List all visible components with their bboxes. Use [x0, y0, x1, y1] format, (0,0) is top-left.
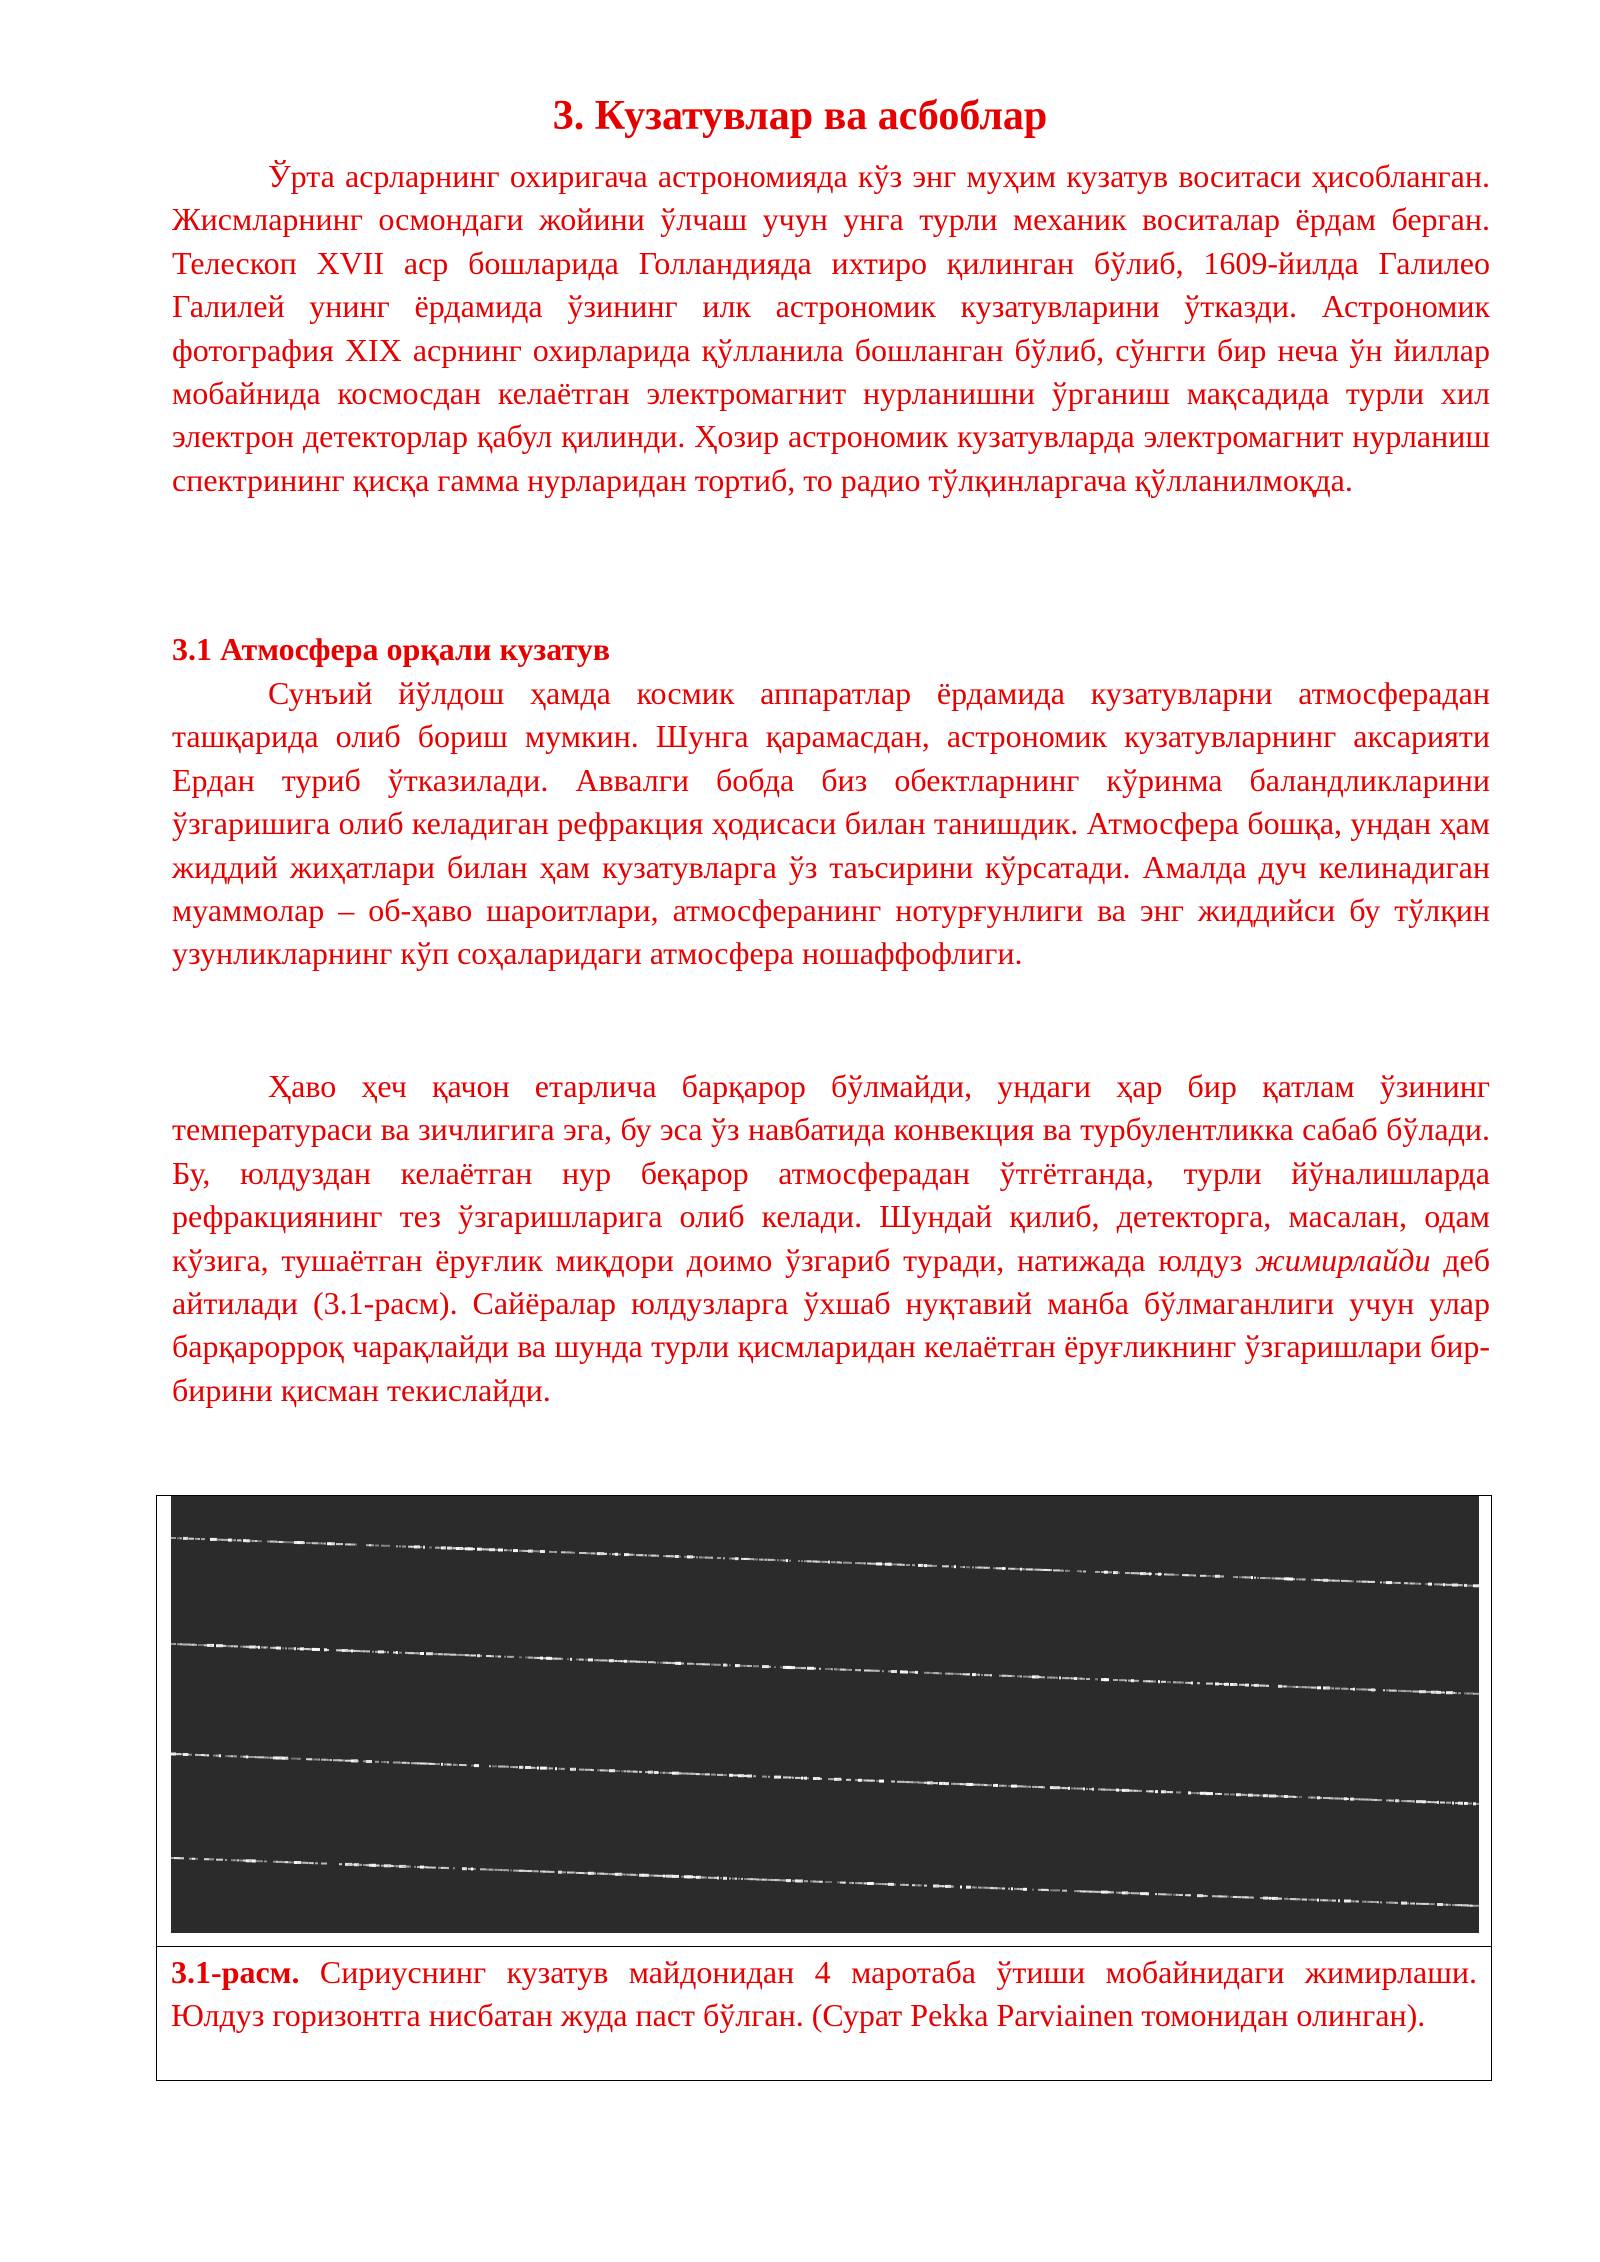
caption-label: 3.1-расм. [171, 1954, 300, 1990]
section-paragraph-1-text: Сунъий йўлдош ҳамда космик аппаратлар ёрдамида кузатувларни атмосферадан ташқарида олиб бориш мумкин. Шунга қарамасдан, астрономик кузатувларнинг аксарияти Ердан туриб ўтказилади. Аввалги бобда биз обектларнинг кўринма баландликларини ўзгаришига олиб келадиган рефракция ҳодисаси билан танишдик. Атмосфера бошқа, ундан ҳам жиддий жиҳатлари билан ҳам кузатувларга ўз таъсирини кўрсатади. Амалда дуч келинадиган муаммолар – об-ҳаво шароитлари, атмосферанинг нотурғунлиги ва энг жиддийси бу тўлқин узунликларнинг кўп соҳаларидаги атмосфера ношаффофлиги. [172, 675, 1490, 972]
figure-3-1 [156, 1495, 1492, 2081]
section-paragraph-2 [172, 1065, 1490, 1412]
intro-paragraph [172, 155, 1490, 502]
section-paragraph-1 [172, 672, 1490, 976]
star-trail-photo [171, 1496, 1479, 1933]
figure-caption [171, 1951, 1477, 2038]
italic-term: жимирлайди [1254, 1241, 1431, 1278]
caption-text: Сириуснинг кузатув майдонидан 4 маротаба ўтиши мобайнидаги жимирлаши. Юлдуз горизонтга нисбатан жуда паст бўлган. (Сурат Pekka Parviainen томонидан олинган). [171, 1954, 1477, 2034]
caption-divider [157, 1946, 1491, 1947]
star-trails-image [171, 1496, 1479, 1933]
section-paragraph-2-text: Ҳаво ҳеч қачон етарлича барқарор бўлмайди, ундаги ҳар бир қатлам ўзининг температураси ва зичлигига эга, бу эса ўз навбатида конвекция ва турбулентликка сабаб бўлади. Бу, юлдуздан келаётган нур беқарор атмосферадан ўтгётганда, турли йўналишларда рефракциянинг тез ўзгаришларига олиб келади. Шундай қилиб, детекторга, масалан, одам кўзига, тушаётган ёруғлик миқдори доимо ўзгариб туради, натижада юлдуз [172, 1068, 1490, 1278]
section-paragraph-2-text-end: деб айтилади (3.1-расм). Сайёралар юлдузларга ўхшаб нуқтавий манба бўлмаганлиги учун улар барқарорроқ чарақлайди ва шунда турли қисмларидан келаётган ёруғликнинг ўзгаришлари бир-бирини қисман текислайди. [172, 1241, 1491, 1408]
chapter-title: 3. Кузатувлар ва асбоблар [552, 93, 1048, 139]
intro-text: Ўрта асрларнинг охиригача астрономияда кўз энг муҳим кузатув воситаси ҳисобланган. Жисмларнинг осмондаги жойини ўлчаш учун унга турли механик воситалар ёрдам берган. Телескоп XVII аср бошларида Голландияда ихтиро қилинган бўлиб, 1609-йилда Галилео Галилей унинг ёрдамида ўзининг илк астрономик кузатувларини ўтказди. Астрономик фотография XIX асрнинг охирларида қўлланила бошланган бўлиб, сўнгги бир неча ўн йиллар мобайнида космосдан келаётган электромагнит нурланишни ўрганиш мақсадида турли хил электрон детекторлар қабул қилинди. Ҳозир астрономик кузатувларда электромагнит нурланиш спектрининг қисқа гамма нурларидан тортиб, то радио тўлқинларгача қўлланилмоқда. [172, 158, 1490, 498]
section-heading: 3.1 Атмосфера орқали кузатув [172, 631, 611, 667]
